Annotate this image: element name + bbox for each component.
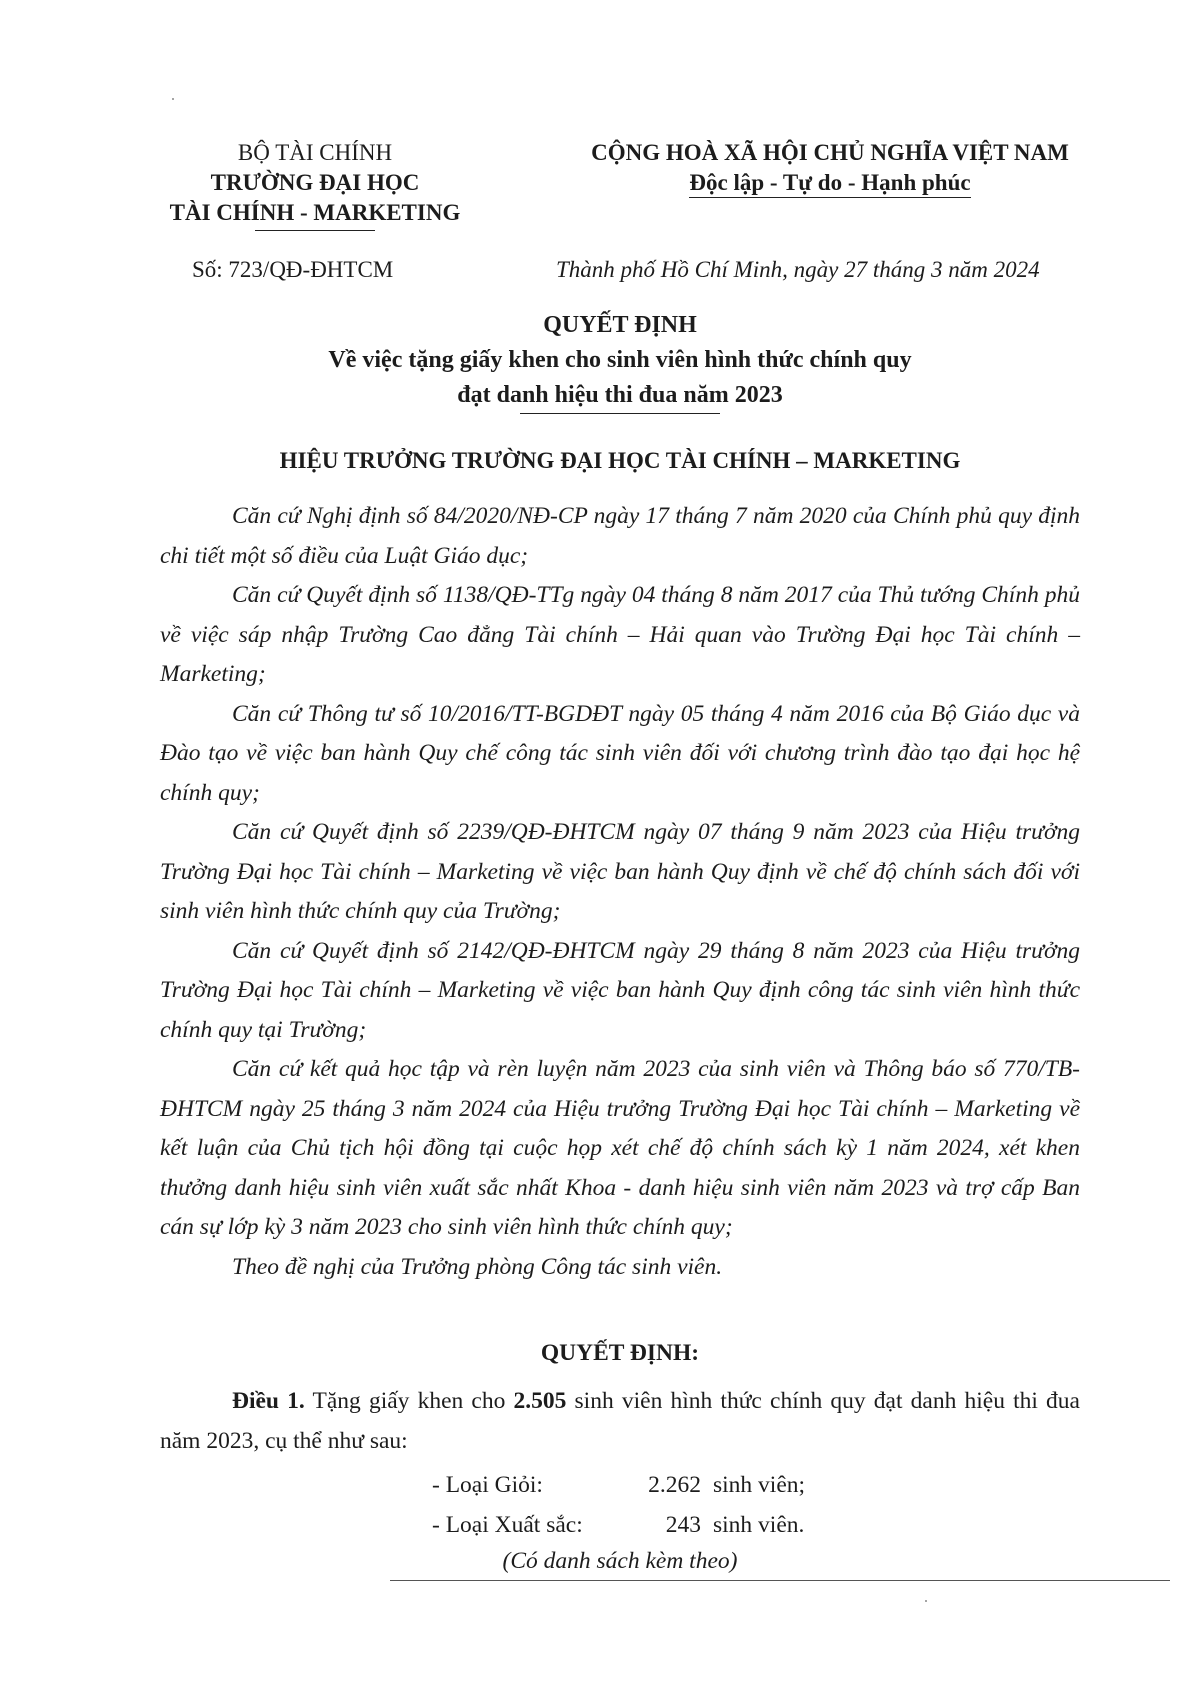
scan-speck	[172, 98, 174, 100]
country-name: CỘNG HOÀ XÃ HỘI CHỦ NGHĨA VIỆT NAM	[591, 140, 1069, 165]
title-subject-line1: Về việc tặng giấy khen cho sinh viên hình thức chính quy	[328, 347, 912, 373]
award-category-list	[432, 1465, 805, 1545]
document-title	[140, 308, 1100, 414]
place-and-date: Thành phố Hồ Chí Minh, ngày 27 tháng 3 năm 2024	[556, 257, 1040, 282]
legal-basis-item: Theo đề nghị của Trưởng phòng Công tác sinh viên.	[232, 1253, 723, 1280]
category-unit: sinh viên;	[713, 1472, 806, 1498]
scan-speck	[925, 1600, 927, 1602]
legal-bases	[160, 497, 1080, 1287]
attachment-note: (Có danh sách kèm theo)	[502, 1548, 738, 1574]
school-name-line1: TRƯỜNG ĐẠI HỌC	[210, 170, 420, 195]
category-unit: sinh viên.	[713, 1512, 805, 1538]
article-1-count: 2.505	[513, 1388, 567, 1414]
legal-basis-item: Căn cứ kết quả học tập và rèn luyện năm 2023 của sinh viên và Thông báo số 770/TB-ĐHTCM ngày 25 tháng 3 năm 2024 của Hiệu trưởng Trường Đại học Tài chính – Marketing về kết luận của Chủ tịch hội đồng tại cuộc họp xét chế độ chính sách kỳ 1 năm 2024, xét khen thưởng danh hiệu sinh viên xuất sắc nhất Khoa - danh hiệu sinh viên năm 2023 và trợ cấp Ban cán sự lớp kỳ 3 năm 2023 cho sinh viên hình thức chính quy;	[160, 1056, 1080, 1240]
ministry-name: BỘ TÀI CHÍNH	[237, 140, 393, 165]
legal-basis-item: Căn cứ Quyết định số 1138/QĐ-TTg ngày 04 tháng 8 năm 2017 của Thủ tướng Chính phủ về việc sáp nhập Trường Cao đẳng Tài chính – Hải quan vào Trường Đại học Tài chính – Marketing;	[160, 582, 1080, 687]
article-1	[160, 1381, 1080, 1461]
category-count: 2.262	[648, 1472, 701, 1498]
school-name-line2: TÀI CHÍNH - MARKETING	[169, 200, 461, 225]
category-count: 243	[665, 1512, 701, 1538]
decision-heading: QUYẾT ĐỊNH:	[540, 1340, 700, 1366]
title-underline	[520, 413, 720, 414]
issuer-underline	[255, 230, 375, 231]
legal-basis-item: Căn cứ Nghị định số 84/2020/NĐ-CP ngày 17 tháng 7 năm 2020 của Chính phủ quy định chi tiết một số điều của Luật Giáo dục;	[160, 503, 1080, 569]
article-1-text-after: sinh viên hình thức chính quy đạt danh hiệu thi đua năm 2023, cụ thể như sau:	[160, 1388, 1080, 1454]
award-category-row	[432, 1505, 805, 1545]
category-label: - Loại Giỏi:	[432, 1472, 543, 1498]
article-1-label: Điều 1.	[232, 1388, 305, 1414]
legal-basis-item: Căn cứ Quyết định số 2239/QĐ-ĐHTCM ngày 07 tháng 9 năm 2023 của Hiệu trưởng Trường Đại học Tài chính – Marketing về việc ban hành Quy định về chế độ chính sách đối với sinh viên hình thức chính quy của Trường;	[160, 819, 1080, 924]
category-label: - Loại Xuất sắc:	[432, 1512, 583, 1538]
page-divider	[390, 1580, 1170, 1581]
legal-basis-item: Căn cứ Quyết định số 2142/QĐ-ĐHTCM ngày 29 tháng 8 năm 2023 của Hiệu trưởng Trường Đại học Tài chính – Marketing về việc ban hành Quy định công tác sinh viên hình thức chính quy tại Trường;	[160, 937, 1080, 1043]
issuing-authority: HIỆU TRƯỞNG TRƯỜNG ĐẠI HỌC TÀI CHÍNH – MARKETING	[279, 448, 961, 473]
national-header	[545, 138, 1115, 198]
issuer-header	[140, 138, 490, 231]
award-category-row	[432, 1465, 805, 1505]
title-heading: QUYẾT ĐỊNH	[543, 312, 697, 338]
national-motto: Độc lập - Tự do - Hạnh phúc	[689, 169, 970, 198]
document-number: Số: 723/QĐ-ĐHTCM	[192, 257, 394, 282]
title-subject-line2: đạt danh hiệu thi đua năm 2023	[457, 382, 783, 408]
legal-basis-item: Căn cứ Thông tư số 10/2016/TT-BGDĐT ngày 05 tháng 4 năm 2016 của Bộ Giáo dục và Đào tạo về việc ban hành Quy chế công tác sinh viên đối với chương trình đào tạo đại học hệ chính quy;	[160, 700, 1080, 806]
article-1-text-before: Tặng giấy khen cho	[304, 1388, 514, 1414]
